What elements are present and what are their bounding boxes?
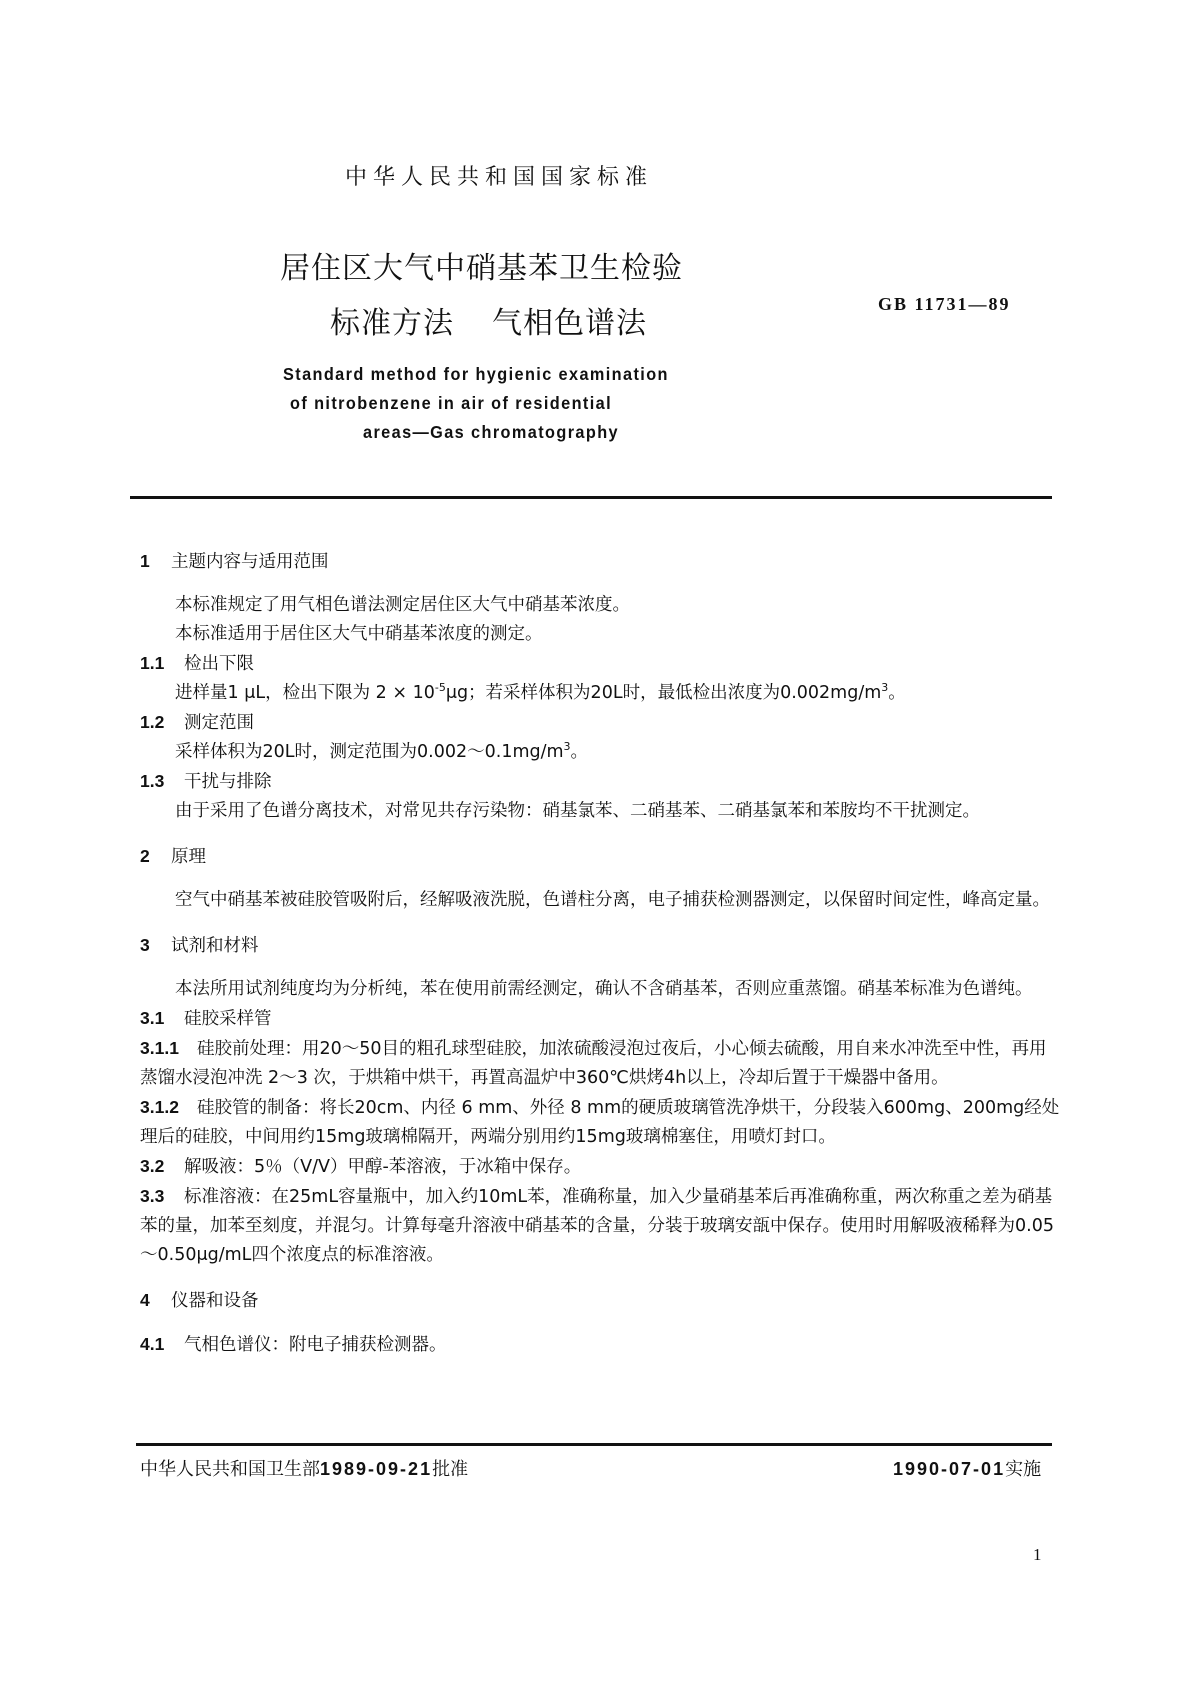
- document-title-line2: [330, 298, 647, 342]
- section-4-1-para: 4.1 气相色谱仪：附电子捕获检测器。: [140, 1334, 447, 1355]
- section-1-heading: 1 主题内容与适用范围: [140, 551, 329, 572]
- section-4-heading: 4 仪器和设备: [140, 1290, 259, 1311]
- section-3-para: 本法所用试剂纯度均为分析纯，苯在使用前需经测定，确认不含硝基苯，否则应重蒸馏。硝基苯标准为色谱纯。: [175, 979, 1033, 999]
- english-title-line2: of nitrobenzene in air of residential: [290, 393, 612, 413]
- section-1-1-para: 进样量1 μL，检出下限为 $2 \times 10^{-5}\mu g$；若采样体积为20L时，最低检出浓度为$0.002mg/m^3$。: [175, 681, 906, 703]
- section-3-heading: 3 试剂和材料: [140, 935, 259, 956]
- approval-info: [140, 1455, 468, 1481]
- title-technique-label: 气相色谱法: [492, 306, 647, 341]
- approval-date: 1989-09-21: [320, 1459, 433, 1479]
- section-2-heading: 2 原理: [140, 846, 206, 867]
- header-divider: [130, 496, 1052, 499]
- effective-info: [893, 1455, 1041, 1481]
- english-title-line1: Standard method for hygienic examination: [283, 364, 669, 384]
- section-1-3-heading: 1.3 干扰与排除: [140, 771, 272, 792]
- effective-date: 1990-07-01: [893, 1459, 1006, 1479]
- approval-org: 中华人民共和国卫生部: [140, 1459, 320, 1480]
- section-1-3-para: 由于采用了色谱分离技术，对常见共存污染物：硝基氯苯、二硝基苯、二硝基氯苯和苯胺均不干扰测定。: [175, 801, 980, 821]
- section-1-2-para: 采样体积为20L时，测定范围为$0.002\sim 0.1mg/m^3$。: [175, 740, 589, 762]
- section-3-1-1-para: 3.1.1 硅胶前处理：用20～50目的粗孔球型硅胶，加浓硫酸浸泡过夜后，小心倾去硫酸，用自来水冲洗至中性，再用蒸馏水浸泡冲洗 2～3 次，于烘箱中烘干，再置高温炉中360℃烘烤4h以上，冷却后置于干燥器中备用。: [140, 1038, 1047, 1088]
- page-number: 1: [1033, 1545, 1042, 1564]
- approval-label: 批准: [432, 1459, 469, 1480]
- section-1-para-2: 本标准适用于居住区大气中硝基苯浓度的测定。: [175, 624, 543, 644]
- section-3-1-2-para: 3.1.2 硅胶管的制备：将长20cm、内径 6 mm、外径 8 mm的硬质玻璃管洗净烘干，分段装入600mg、200mg经处理后的硅胶，中间用约15mg玻璃棉隔开，两端分别用约15mg玻璃棉塞住，用喷灯封口。: [140, 1097, 1060, 1147]
- document-body: [140, 545, 1060, 1360]
- section-1-1-heading: 1.1 检出下限: [140, 653, 254, 674]
- footer-divider: [136, 1443, 1052, 1446]
- document-title-line1: 居住区大气中硝基苯卫生检验: [280, 251, 683, 286]
- section-3-1-heading: 3.1 硅胶采样管: [140, 1008, 272, 1029]
- section-3-3-para: 3.3 标准溶液：在25mL容量瓶中，加入约10mL苯，准确称量，加入少量硝基苯后再准确称重，两次称重之差为硝基苯的量，加苯至刻度，并混匀。计算每毫升溶液中硝基苯的含量，分装于玻璃安瓿中保存。使用时用解吸液稀释为0.05～0.50μg/mL四个浓度点的标准溶液。: [140, 1186, 1054, 1265]
- title-method-label: 标准方法: [330, 306, 454, 341]
- section-3-2-para: 3.2 解吸液：5％（V/V）甲醇-苯溶液，于冰箱中保存。: [140, 1156, 582, 1177]
- section-1-2-heading: 1.2 测定范围: [140, 712, 254, 733]
- gb-standard-code: GB 11731—89: [878, 294, 1011, 314]
- english-title-line3: areas—Gas chromatography: [363, 422, 619, 442]
- section-1-para-1: 本标准规定了用气相色谱法测定居住区大气中硝基苯浓度。: [175, 595, 630, 615]
- section-2-para: 空气中硝基苯被硅胶管吸附后，经解吸液洗脱，色谱柱分离，电子捕获检测器测定，以保留时间定性，峰高定量。: [175, 890, 1050, 910]
- national-standard-label: 中华人民共和国国家标准: [345, 165, 654, 190]
- effective-label: 实施: [1005, 1459, 1042, 1480]
